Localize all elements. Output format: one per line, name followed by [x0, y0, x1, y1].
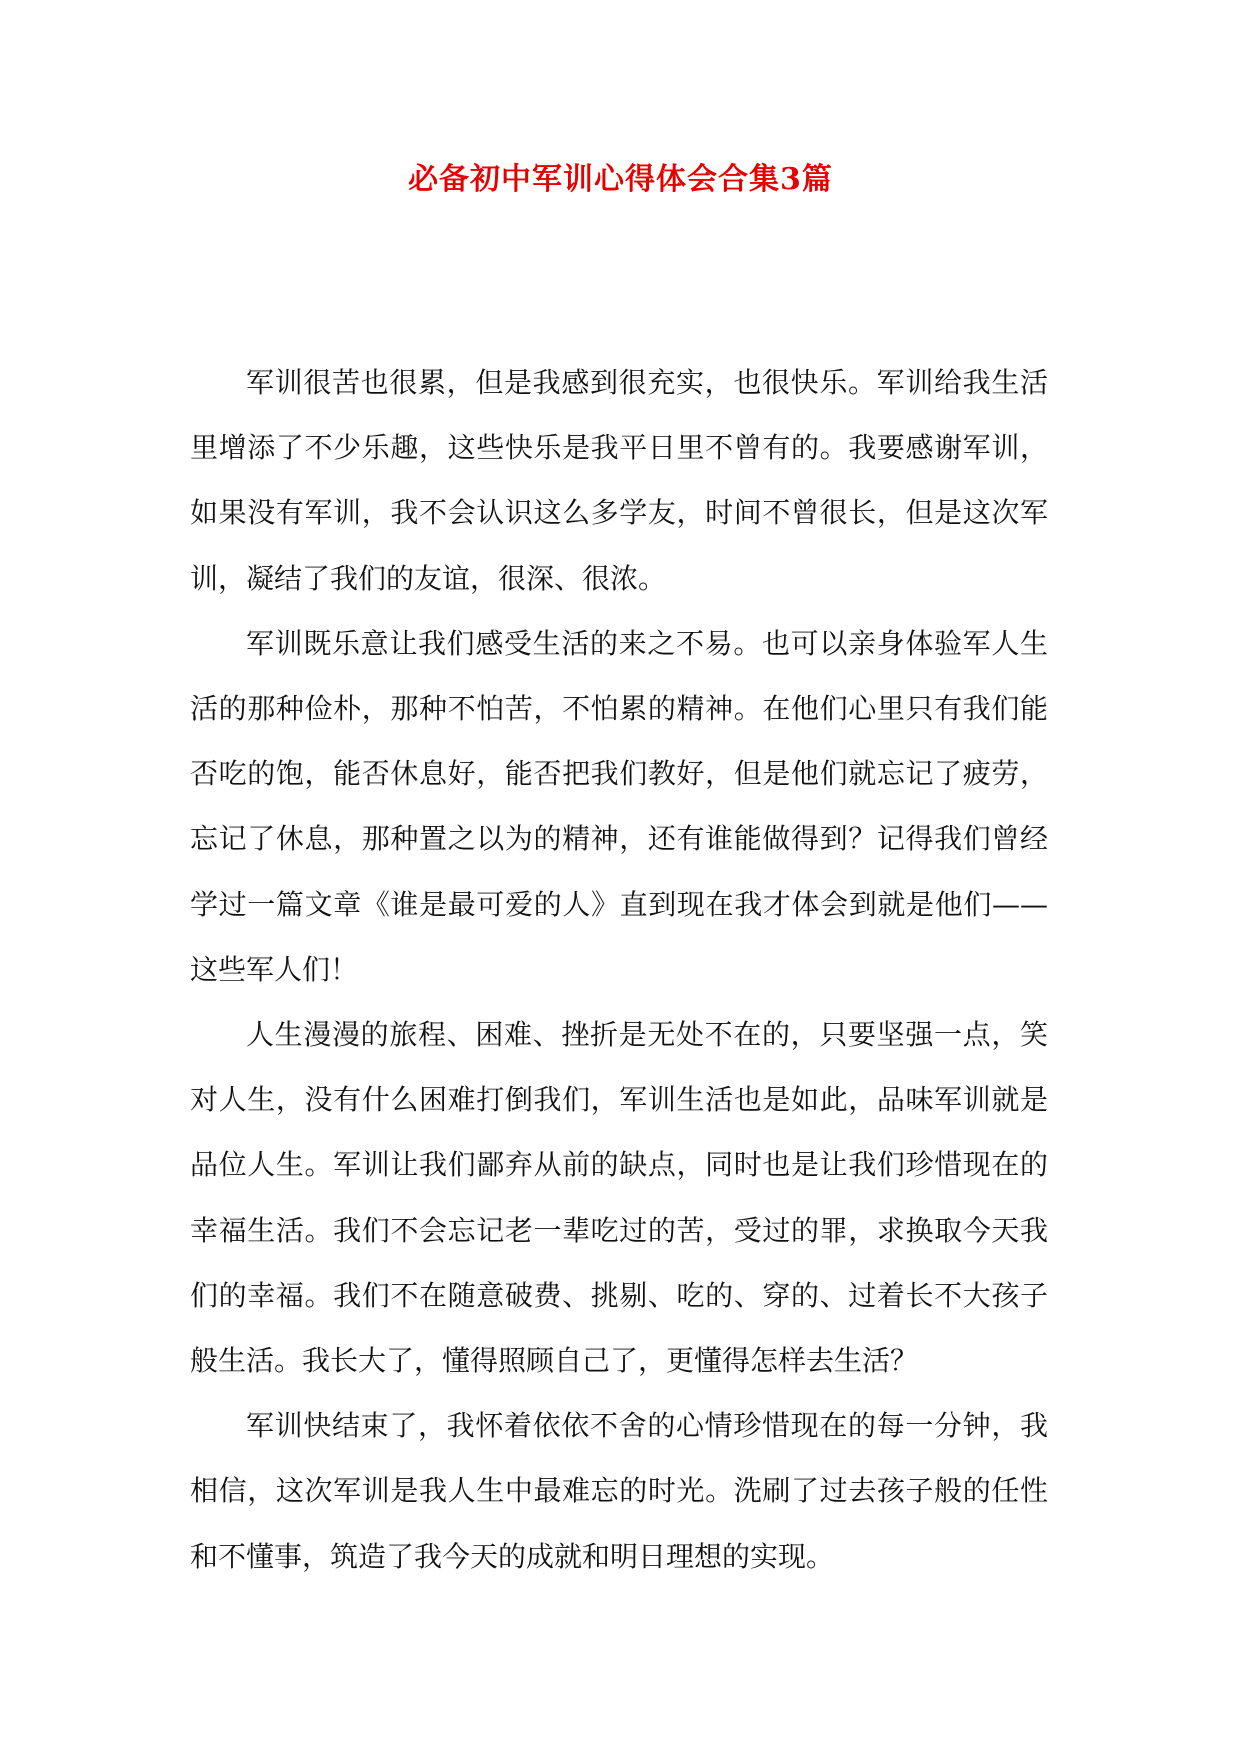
document-title: 必备初中军训心得体会合集3篇	[408, 162, 833, 197]
paragraph-1: 军训很苦也很累，但是我感到很充实，也很快乐。军训给我生活里增添了不少乐趣，这些快乐是我平日里不曾有的。我要感谢军训，如果没有军训，我不会认识这么多学友，时间不曾很长，但是这次军训，凝结了我们的友谊，很深、很浓。	[190, 366, 1048, 595]
document-body	[190, 350, 1048, 1589]
paragraph-2: 军训既乐意让我们感受生活的来之不易。也可以亲身体验军人生活的那种俭朴，那种不怕苦，不怕累的精神。在他们心里只有我们能否吃的饱，能否休息好，能否把我们教好，但是他们就忘记了疲劳，忘记了休息，那种置之以为的精神，还有谁能做得到？记得我们曾经学过一篇文章《谁是最可爱的人》直到现在我才体会到就是他们——这些军人们！	[190, 626, 1048, 986]
paragraph-3: 人生漫漫的旅程、困难、挫折是无处不在的，只要坚强一点，笑对人生，没有什么困难打倒我们，军训生活也是如此，品味军训就是品位人生。军训让我们鄙弃从前的缺点，同时也是让我们珍惜现在的幸福生活。我们不会忘记老一辈吃过的苦，受过的罪，求换取今天我们的幸福。我们不在随意破费、挑剔、吃的、穿的、过着长不大孩子般生活。我长大了，懂得照顾自己了，更懂得怎样去生活？	[190, 1018, 1048, 1378]
paragraph-4: 军训快结束了，我怀着依依不舍的心情珍惜现在的每一分钟，我相信，这次军训是我人生中最难忘的时光。洗刷了过去孩子般的任性和不懂事，筑造了我今天的成就和明日理想的实现。	[190, 1409, 1048, 1573]
